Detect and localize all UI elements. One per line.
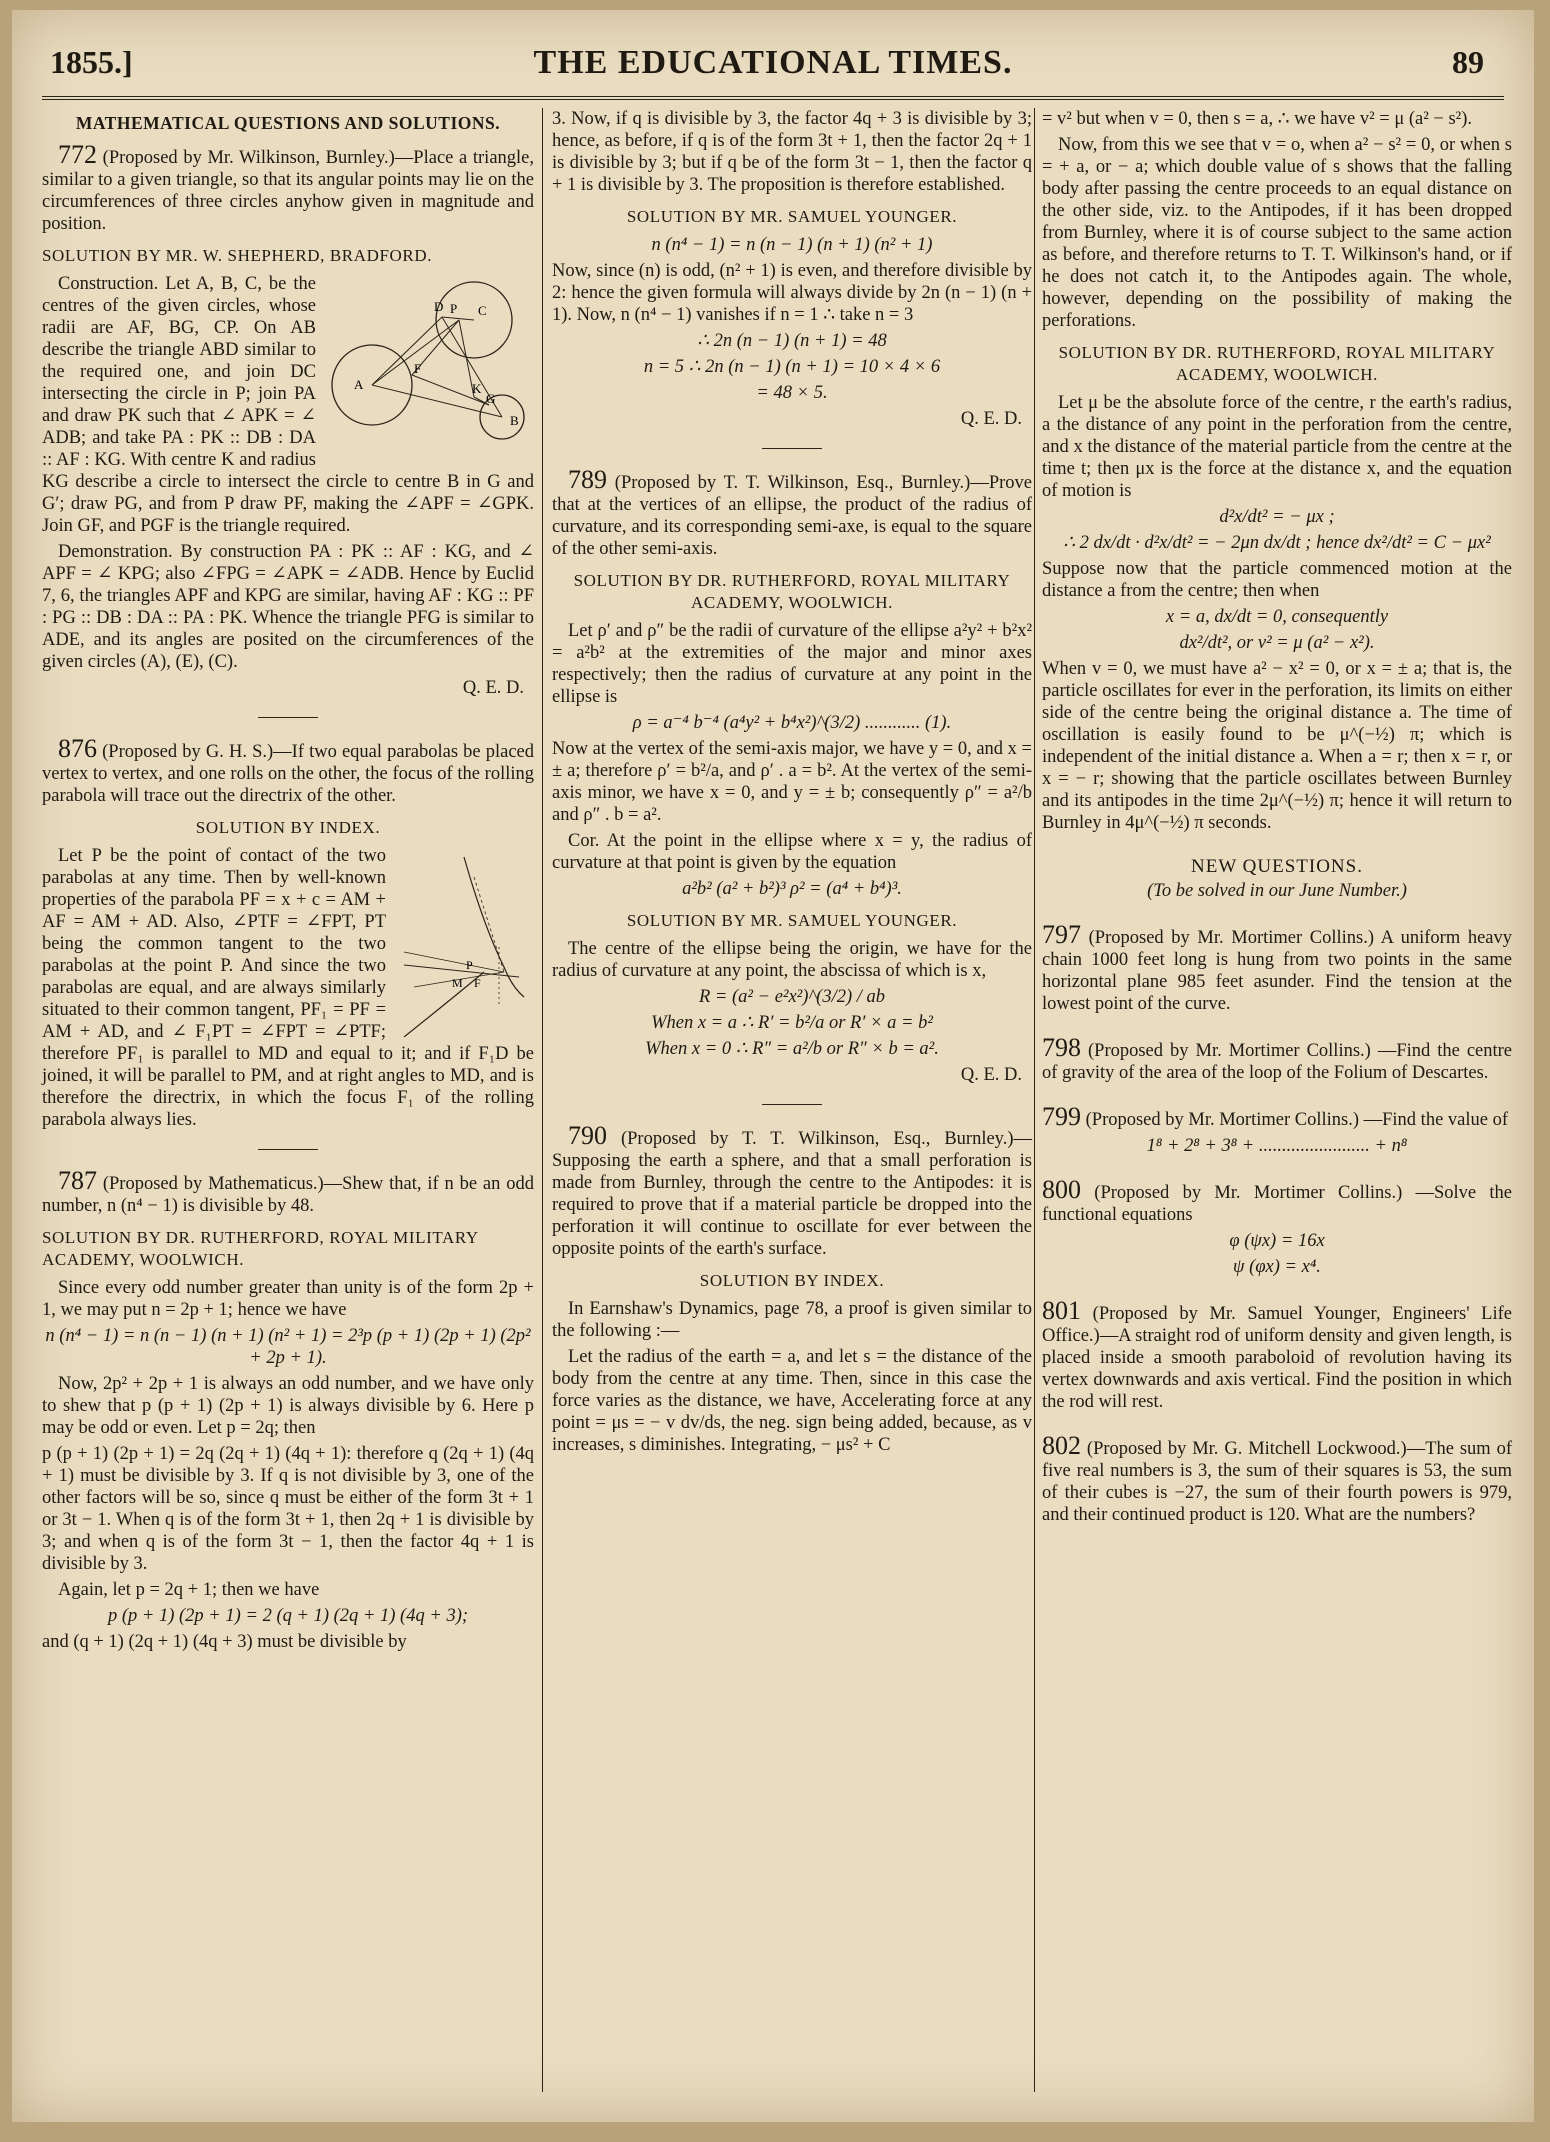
question-text: (Proposed by Mr. Mortimer Collins.) A uniform heavy chain 1000 feet long is hung from two points in the same horizontal plane 985 feet asunder. Find the tension at the lowest point of the curve.	[1042, 928, 1513, 1014]
equation: 1⁸ + 2⁸ + 3⁸ + ........................ + n⁸	[1146, 1136, 1408, 1156]
new-questions-subtitle: (To be solved in our June Number.)	[1147, 881, 1407, 901]
qed: Q. E. D.	[960, 409, 1022, 429]
paragraph: p (p + 1) (2p + 1) = 2q (2q + 1) (4q + 1): therefore q (2q + 1) (4q + 1) must be divisible by 3. If q is not divisible by 3, one of the other factors will be so, since q must be either of the form 3t + 1 or 3t − 1. When q is of the form 3t + 1, then 2q + 1 is divisible by 3; and when q is of the form 3t − 1, then the factor 4q + 1 is divisible by 3.	[42, 1444, 534, 1574]
question-797	[1042, 920, 1513, 1015]
question-876	[42, 734, 534, 807]
column-divider	[1034, 108, 1035, 2092]
figure-label: B	[510, 413, 519, 428]
solution-heading: SOLUTION BY DR. RUTHERFORD, ROYAL MILITARY ACADEMY, WOOLWICH.	[573, 571, 1011, 612]
paragraph: 3. Now, if q is divisible by 3, the factor 4q + 3 is divisible by 3; hence, as before, if q is of the form 3t + 1, then the factor 2q + 1 is divisible by 3; but if q be of the form 3t − 1, then the factor q + 1 is divisible by 3. The proposition is therefore established.	[552, 109, 1032, 195]
question-number: 797	[1042, 920, 1081, 949]
equation: n = 5 ∴ 2n (n − 1) (n + 1) = 10 × 4 × 6	[643, 357, 941, 377]
question-text: (Proposed by T. T. Wilkinson, Esq., Burnley.)—Supposing the earth a sphere, and that a small perforation is made from Burnley, through the centre to the Antipodes: it is required to prove that if a material particle be dropped into the perforation it will continue to oscillate for ever between the opposite points of the earth's surface.	[552, 1129, 1033, 1259]
column-3	[1042, 108, 1512, 2092]
paragraph: and (q + 1) (2q + 1) (4q + 3) must be divisible by	[42, 1632, 407, 1652]
separator	[762, 448, 822, 449]
paragraph: Now, since (n) is odd, (n² + 1) is even, and therefore divisible by 2: hence the given formula will always divide by 2n (n − 1) (n + 1). Now, n (n⁴ − 1) vanishes if n = 1 ∴ take n = 3	[552, 261, 1032, 325]
equation: ρ = a⁻⁴ b⁻⁴ (a⁴y² + b⁴x²)^(3/2) ............ (1).	[632, 713, 952, 733]
equation: = 48 × 5.	[756, 383, 828, 403]
paragraph: Now, 2p² + 2p + 1 is always an odd number, and we have only to shew that p (p + 1) (2p + 1) is always divisible by 6. Here p may be odd or even. Let p = 2q; then	[42, 1374, 534, 1438]
paragraph: Construction. Let A, B, C, be the centres of the given circles, whose radii are AF, BG, CP. On AB describe the triangle ABD similar to the required one, and join DC intersecting the circle in P; join PA and draw PK such that ∠ APK = ∠ ADB; and take PA : PK :: DB : DA :: AF : KG. With centre K and radius KG describe a circle to intersect the circle to centre B in G and G′; draw PG, and from P draw PF, making the ∠APF = ∠GPK. Join GF, and PGF is the triangle required.	[42, 274, 534, 536]
new-questions-title: NEW QUESTIONS.	[1191, 856, 1363, 877]
solution-heading: SOLUTION BY DR. RUTHERFORD, ROYAL MILITARY ACADEMY, WOOLWICH.	[42, 1228, 479, 1269]
equation: ψ (φx) = x⁴.	[1233, 1257, 1321, 1277]
question-text: (Proposed by Mr. Mortimer Collins.) —Find the value of	[1085, 1110, 1509, 1130]
paragraph: Demonstration. By construction PA : PK :: AF : KG, and ∠ APF = ∠ KPG; also ∠FPG = ∠APK = ∠ADB. Hence by Euclid 7, 6, the triangles APF and KPG are similar, having AF : KG :: PF : PG :: DB : DA :: PA : PK. Whence the triangle PFG is similar to ADE, and its angles are posited on the circumferences of the given circles (A), (E), (C).	[42, 542, 534, 672]
question-789	[552, 465, 1032, 560]
question-number: 801	[1042, 1296, 1081, 1325]
question-number: 772	[58, 140, 97, 169]
question-798	[1042, 1033, 1512, 1084]
equation: dx²/dt², or v² = μ (a² − x²).	[1179, 633, 1375, 653]
solution-heading: SOLUTION BY MR. SAMUEL YOUNGER.	[626, 911, 958, 930]
header-year: 1855.]	[50, 44, 133, 80]
equation: R = (a² − e²x²)^(3/2) / ab	[698, 987, 886, 1007]
figure-label: C	[478, 303, 487, 318]
solution-heading: SOLUTION BY INDEX.	[699, 1271, 885, 1290]
paragraph: In Earnshaw's Dynamics, page 78, a proof is given similar to the following :—	[552, 1299, 1032, 1341]
paragraph: Since every odd number greater than unity is of the form 2p + 1, we may put n = 2p + 1; hence we have	[42, 1278, 534, 1320]
paragraph: Let the radius of the earth = a, and let s = the distance of the body from the centre at any time. Then, since in this case the force varies as the distance, we have, Accelerating force at any point = μs = − v dv/ds, the neg. sign being added, because, as v increases, s diminishes. Integrating, − μs² + C	[552, 1347, 1032, 1455]
question-772	[42, 140, 535, 235]
figure-label: D	[434, 299, 444, 314]
solution-heading: SOLUTION BY MR. SAMUEL YOUNGER.	[626, 207, 958, 226]
equation: ∴ 2n (n − 1) (n + 1) = 48	[697, 331, 887, 351]
question-text: (Proposed by Mr. Mortimer Collins.) —Solve the functional equations	[1042, 1183, 1513, 1225]
question-number: 799	[1042, 1102, 1081, 1131]
figure-label: M	[452, 976, 463, 990]
question-number: 790	[568, 1121, 607, 1150]
newspaper-page	[12, 10, 1534, 2122]
equation: x = a, dx/dt = 0, consequently	[1165, 607, 1389, 627]
column-2	[552, 108, 1032, 2092]
question-790	[552, 1121, 1033, 1260]
solution-heading: SOLUTION BY INDEX.	[195, 818, 381, 837]
question-number: 798	[1042, 1033, 1081, 1062]
question-799	[1042, 1102, 1512, 1131]
question-text: (Proposed by Mathematicus.)—Shew that, if n be an odd number, n (n⁴ − 1) is divisible by 48.	[42, 1174, 535, 1216]
header-title: THE EDUCATIONAL TIMES.	[533, 44, 1013, 81]
column-1	[42, 108, 534, 2092]
question-number: 800	[1042, 1175, 1081, 1204]
paragraph: The centre of the ellipse being the origin, we have for the radius of curvature at any point, the abscissa of which is x,	[552, 939, 1032, 981]
question-number: 787	[58, 1166, 97, 1195]
equation: When x = 0 ∴ R″ = a²/b or R″ × b = a².	[645, 1039, 939, 1059]
separator	[762, 1104, 822, 1105]
paragraph: Let ρ′ and ρ″ be the radii of curvature of the ellipse a²y² + b²x² = a²b² at the extremities of the major and minor axes respectively; then the radius of curvature at any point in the ellipse is	[552, 621, 1032, 707]
equation: d²x/dt² = − μx ;	[1219, 507, 1335, 527]
paragraph: Again, let p = 2q + 1; then we have	[58, 1580, 320, 1600]
figure-label: K	[472, 381, 482, 396]
parabola-figure	[394, 847, 534, 1037]
solution-heading: SOLUTION BY MR. W. SHEPHERD, BRADFORD.	[42, 246, 433, 265]
qed: Q. E. D.	[462, 678, 524, 698]
figure-label: F	[474, 976, 481, 990]
figure-label: F	[414, 361, 422, 376]
figure-label: P	[466, 958, 473, 972]
question-number: 876	[58, 734, 97, 763]
figure-label: A	[354, 377, 364, 392]
header-page-number: 89	[1452, 44, 1484, 80]
qed: Q. E. D.	[960, 1065, 1022, 1085]
equation: φ (ψx) = 16x	[1229, 1231, 1325, 1251]
solution-heading: SOLUTION BY DR. RUTHERFORD, ROYAL MILITARY ACADEMY, WOOLWICH.	[1058, 343, 1496, 384]
question-text: (Proposed by G. H. S.)—If two equal parabolas be placed vertex to vertex, and one rolls on the other, the focus of the rolling parabola will trace out the directrix of the other.	[42, 742, 534, 806]
paragraph: = v² but when v = 0, then s = a, ∴ we have v² = μ (a² − s²).	[1042, 109, 1472, 129]
paragraph: Suppose now that the particle commenced motion at the distance a from the centre; then when	[1042, 559, 1512, 601]
question-800	[1042, 1175, 1513, 1226]
equation: ∴ 2 dx/dt · d²x/dt² = − 2μn dx/dt ; hence dx²/dt² = C − μx²	[1063, 533, 1491, 553]
figure-label: P	[450, 301, 458, 316]
question-number: 789	[568, 465, 607, 494]
paragraph: Now, from this we see that v = o, when a² − s² = 0, or when s = + a, or − a; which double value of s shows that the falling body after passing the centre proceeds to an equal distance on the other side, viz. to the Antipodes, if it has been dropped from Burnley, where it is of course subject to the same action as before, and therefore returns to T. T. Wilkinson's hand, or if he does not catch it, to the Antipodes again. The whole, however, depending on the possibility of making the perforations.	[1042, 135, 1512, 331]
question-number: 802	[1042, 1431, 1081, 1460]
header-rule	[42, 96, 1504, 100]
paragraph: When v = 0, we must have a² − x² = 0, or x = ± a; that is, the particle oscillates for ever in the perforation, its limits on either side of the centre being the original distance a. The time of oscillation is easily found to be μ^(−½) π; which is independent of the initial distance a. When a = r; then x = r, or x = − r; showing that the particle oscillates between Burnley and its antipodes in the time 2μ^(−½) π; hence it will return to Burnley in 4μ^(−½) π seconds.	[1042, 659, 1512, 833]
paragraph: Let μ be the absolute force of the centre, r the earth's radius, a the distance of any point in the perforation from the centre, and x the distance of the material particle from the centre at the time t; then μx is the force at the distance x, and the equation of motion is	[1042, 393, 1512, 501]
equation: When x = a ∴ R′ = b²/a or R′ × a = b²	[651, 1013, 933, 1033]
question-text: (Proposed by Mr. G. Mitchell Lockwood.)—The sum of five real numbers is 3, the sum of their squares is 53, the sum of their cubes is −27, the sum of their fourth powers is 979, and their continued product is 120. What are the numbers?	[1042, 1439, 1513, 1525]
separator	[258, 717, 318, 718]
question-801	[1042, 1296, 1512, 1413]
geometry-figure-circles	[324, 275, 534, 455]
question-802	[1042, 1431, 1513, 1526]
equation: p (p + 1) (2p + 1) = 2 (q + 1) (2q + 1) (4q + 3);	[107, 1606, 469, 1626]
separator	[258, 1149, 318, 1150]
paragraph: Cor. At the point in the ellipse where x = y, the radius of curvature at that point is given by the equation	[552, 831, 1032, 873]
paragraph: Let P be the point of contact of the two parabolas at any time. Then by well-known properties of the parabola PF = x + c = AM + AF = AM + AD. Also, ∠PTF = ∠FPT, PT being the common tangent to the two parabolas at the point P. And since the two parabolas are equal, and are always similarly situated to their common tangent, PF₁ = PF = AM + AD, and ∠ F₁PT = ∠FPT = ∠PTF; therefore PF₁ is parallel to MD and equal to it; and if F₁D be joined, it will be parallel to PM, and at right angles to MD, and is therefore the directrix, in which the focus F₁ of the rolling parabola always lies.	[42, 846, 534, 1130]
question-787	[42, 1166, 535, 1217]
equation: n (n⁴ − 1) = n (n − 1) (n + 1) (n² + 1) = 2³p (p + 1) (2p + 1) (2p² + 2p + 1).	[45, 1326, 531, 1368]
question-text: (Proposed by T. T. Wilkinson, Esq., Burnley.)—Prove that at the vertices of an ellipse, the product of the radius of curvature, and its corresponding semi-axe, is equal to the square of the other semi-axis.	[552, 473, 1032, 559]
page-header	[42, 40, 1504, 95]
figure-label: G	[486, 391, 496, 406]
paragraph: Now at the vertex of the semi-axis major, we have y = 0, and x = ± a; therefore ρ′ = b²/a, and ρ′ . a = b². At the vertex of the semi-axis minor, we have x = 0, and y = ± b; consequently ρ″ = a²/b and ρ″ . b = a².	[552, 739, 1032, 825]
equation: a²b² (a² + b²)³ ρ² = (a⁴ + b⁴)³.	[682, 879, 902, 899]
section-title: MATHEMATICAL QUESTIONS AND SOLUTIONS.	[75, 113, 501, 133]
question-text: (Proposed by Mr. Wilkinson, Burnley.)—Place a triangle, similar to a given triangle, so that its angular points may lie on the circumferences of three circles anyhow given in magnitude and position.	[42, 148, 535, 234]
question-text: (Proposed by Mr. Samuel Younger, Engineers' Life Office.)—A straight rod of uniform density and given length, is placed inside a smooth paraboloid of revolution having its vertex downwards and axis vertical. Find the position in which the rod will rest.	[1042, 1304, 1512, 1412]
question-text: (Proposed by Mr. Mortimer Collins.) —Find the centre of gravity of the area of the loop of the Folium of Descartes.	[1042, 1041, 1512, 1083]
equation: n (n⁴ − 1) = n (n − 1) (n + 1) (n² + 1)	[651, 235, 933, 255]
column-divider	[542, 108, 543, 2092]
